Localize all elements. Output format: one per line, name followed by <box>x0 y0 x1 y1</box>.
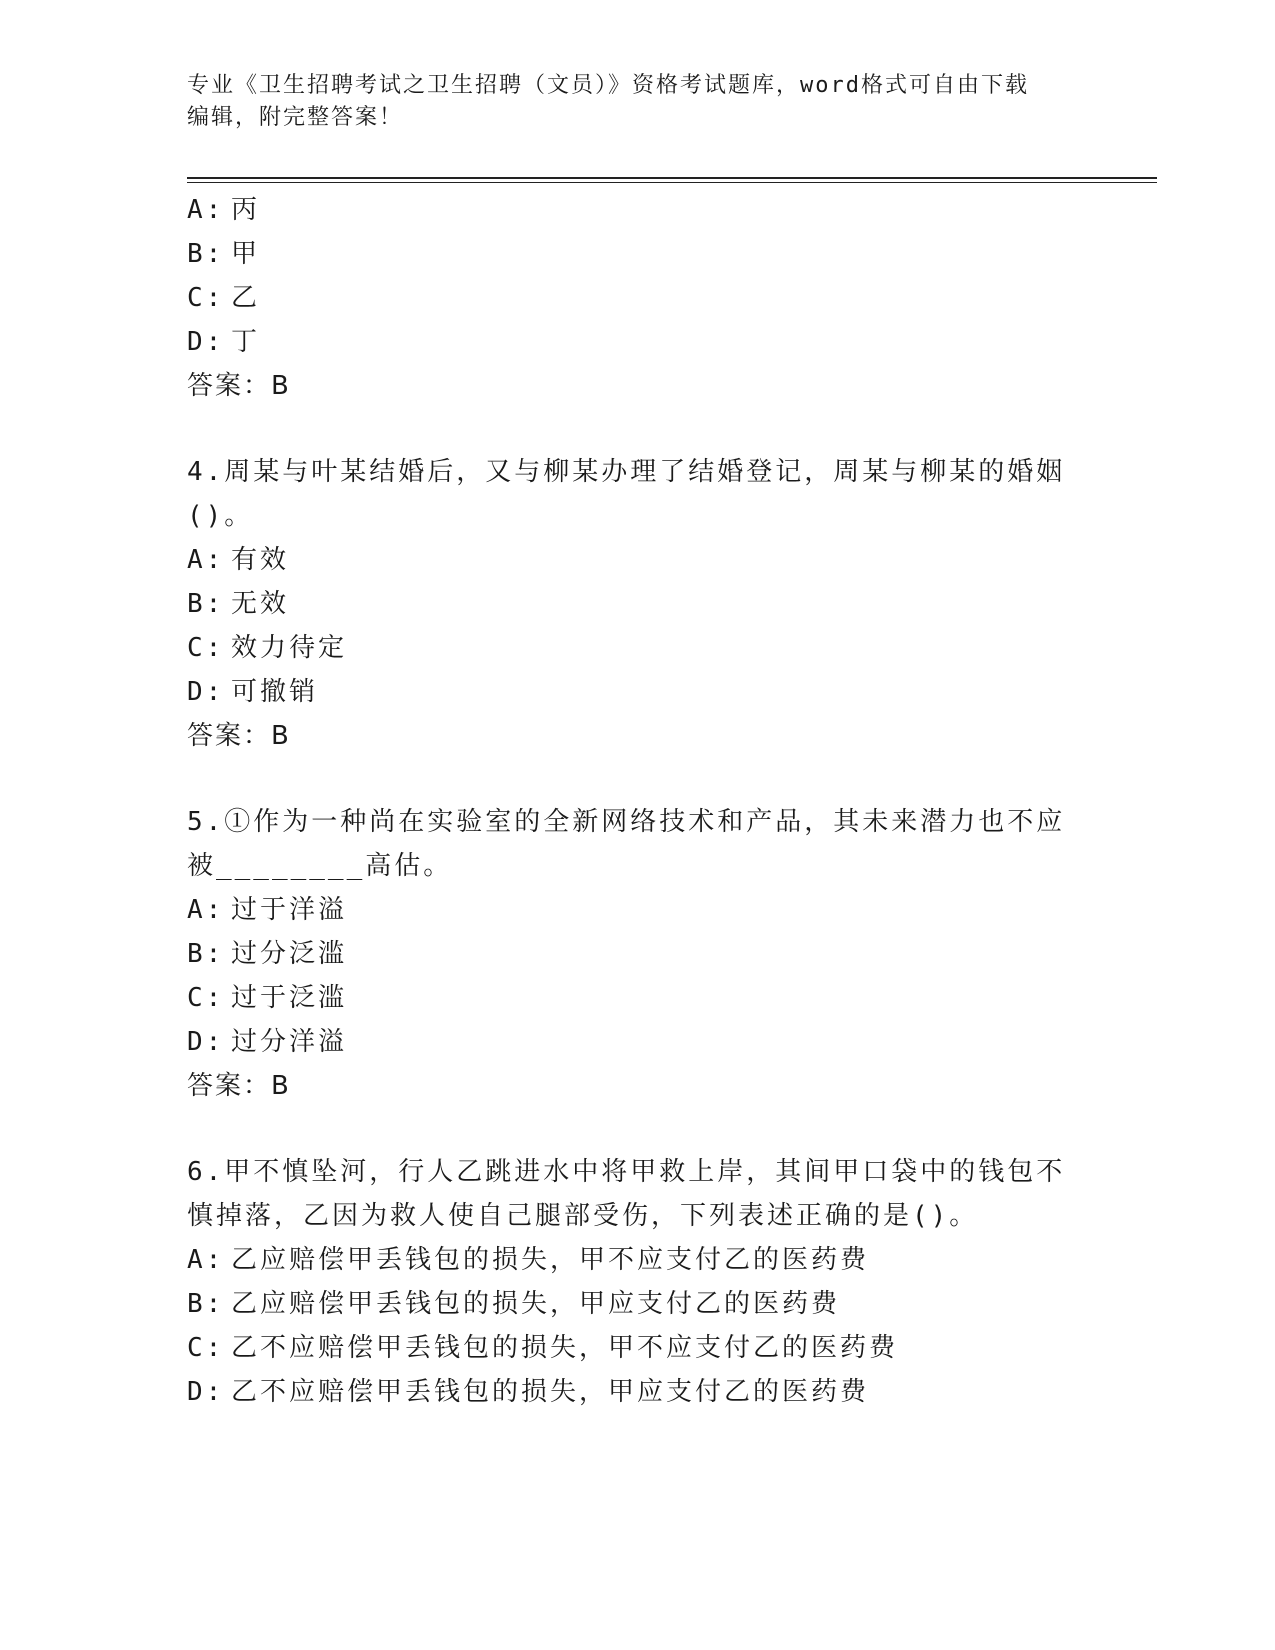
option-text: 可撤销 <box>231 677 319 707</box>
document-header <box>187 70 1077 134</box>
q3-option-c <box>187 280 260 316</box>
q4-stem-line-1: 4.周某与叶某结婚后，又与柳某办理了结婚登记，周某与柳某的婚姻 <box>187 457 1066 487</box>
option-letter: C: <box>187 983 225 1013</box>
q6-option-b <box>187 1286 840 1322</box>
option-letter: A: <box>187 195 225 225</box>
option-text: 丁 <box>231 327 261 357</box>
option-letter: A: <box>187 895 225 925</box>
option-letter: C: <box>187 1333 225 1363</box>
option-text: 乙应赔偿甲丢钱包的损失，甲应支付乙的医药费 <box>231 1289 841 1319</box>
q3-option-d <box>187 324 260 360</box>
option-letter: C: <box>187 283 225 313</box>
q6-stem-line-1: 6.甲不慎坠河，行人乙跳进水中将甲救上岸，其间甲口袋中的钱包不 <box>187 1157 1066 1187</box>
q5-option-b <box>187 936 347 972</box>
option-text: 效力待定 <box>231 633 348 663</box>
header-rule-thick <box>187 177 1157 179</box>
q3-option-b <box>187 236 260 272</box>
option-letter: B: <box>187 239 225 269</box>
q3-answer: 答案：B <box>187 371 291 401</box>
option-letter: B: <box>187 1289 225 1319</box>
option-text: 过分洋溢 <box>231 1027 348 1057</box>
option-letter: A: <box>187 1245 225 1275</box>
q4-stem-line-2: ()。 <box>187 501 254 531</box>
option-text: 乙 <box>231 283 261 313</box>
q6-option-d <box>187 1374 869 1410</box>
option-text: 过于泛滥 <box>231 983 348 1013</box>
q5-stem-line-2: 被________高估。 <box>187 851 453 881</box>
option-letter: C: <box>187 633 225 663</box>
option-text: 过分泛滥 <box>231 939 348 969</box>
q5-answer: 答案：B <box>187 1071 291 1101</box>
q4-option-c <box>187 630 347 666</box>
q4-option-a <box>187 542 289 578</box>
option-letter: B: <box>187 589 225 619</box>
option-text: 有效 <box>231 545 290 575</box>
q5-stem-line-1: 5.①作为一种尚在实验室的全新网络技术和产品，其未来潜力也不应 <box>187 807 1066 837</box>
option-letter: D: <box>187 1027 225 1057</box>
option-text: 乙应赔偿甲丢钱包的损失，甲不应支付乙的医药费 <box>231 1245 870 1275</box>
option-text: 丙 <box>231 195 261 225</box>
option-text: 乙不应赔偿甲丢钱包的损失，甲应支付乙的医药费 <box>231 1377 870 1407</box>
option-letter: D: <box>187 677 225 707</box>
header-line-1: 专业《卫生招聘考试之卫生招聘（文员）》资格考试题库，word格式可自由下载 <box>187 73 1029 98</box>
option-text: 乙不应赔偿甲丢钱包的损失，甲不应支付乙的医药费 <box>231 1333 899 1363</box>
q6-stem-line-2: 慎掉落，乙因为救人使自己腿部受伤，下列表述正确的是()。 <box>187 1201 979 1231</box>
q3-option-a <box>187 192 260 228</box>
q4-option-d <box>187 674 318 710</box>
q4-answer: 答案：B <box>187 721 291 751</box>
option-text: 过于洋溢 <box>231 895 348 925</box>
option-letter: D: <box>187 1377 225 1407</box>
q5-option-c <box>187 980 347 1016</box>
header-rule-thin <box>187 182 1157 183</box>
header-line-2: 编辑，附完整答案！ <box>187 105 404 130</box>
q6-option-c <box>187 1330 898 1366</box>
option-letter: A: <box>187 545 225 575</box>
q4-option-b <box>187 586 289 622</box>
q5-option-d <box>187 1024 347 1060</box>
option-text: 甲 <box>231 239 261 269</box>
q6-option-a <box>187 1242 869 1278</box>
option-letter: D: <box>187 327 225 357</box>
option-letter: B: <box>187 939 225 969</box>
q5-option-a <box>187 892 347 928</box>
option-text: 无效 <box>231 589 290 619</box>
